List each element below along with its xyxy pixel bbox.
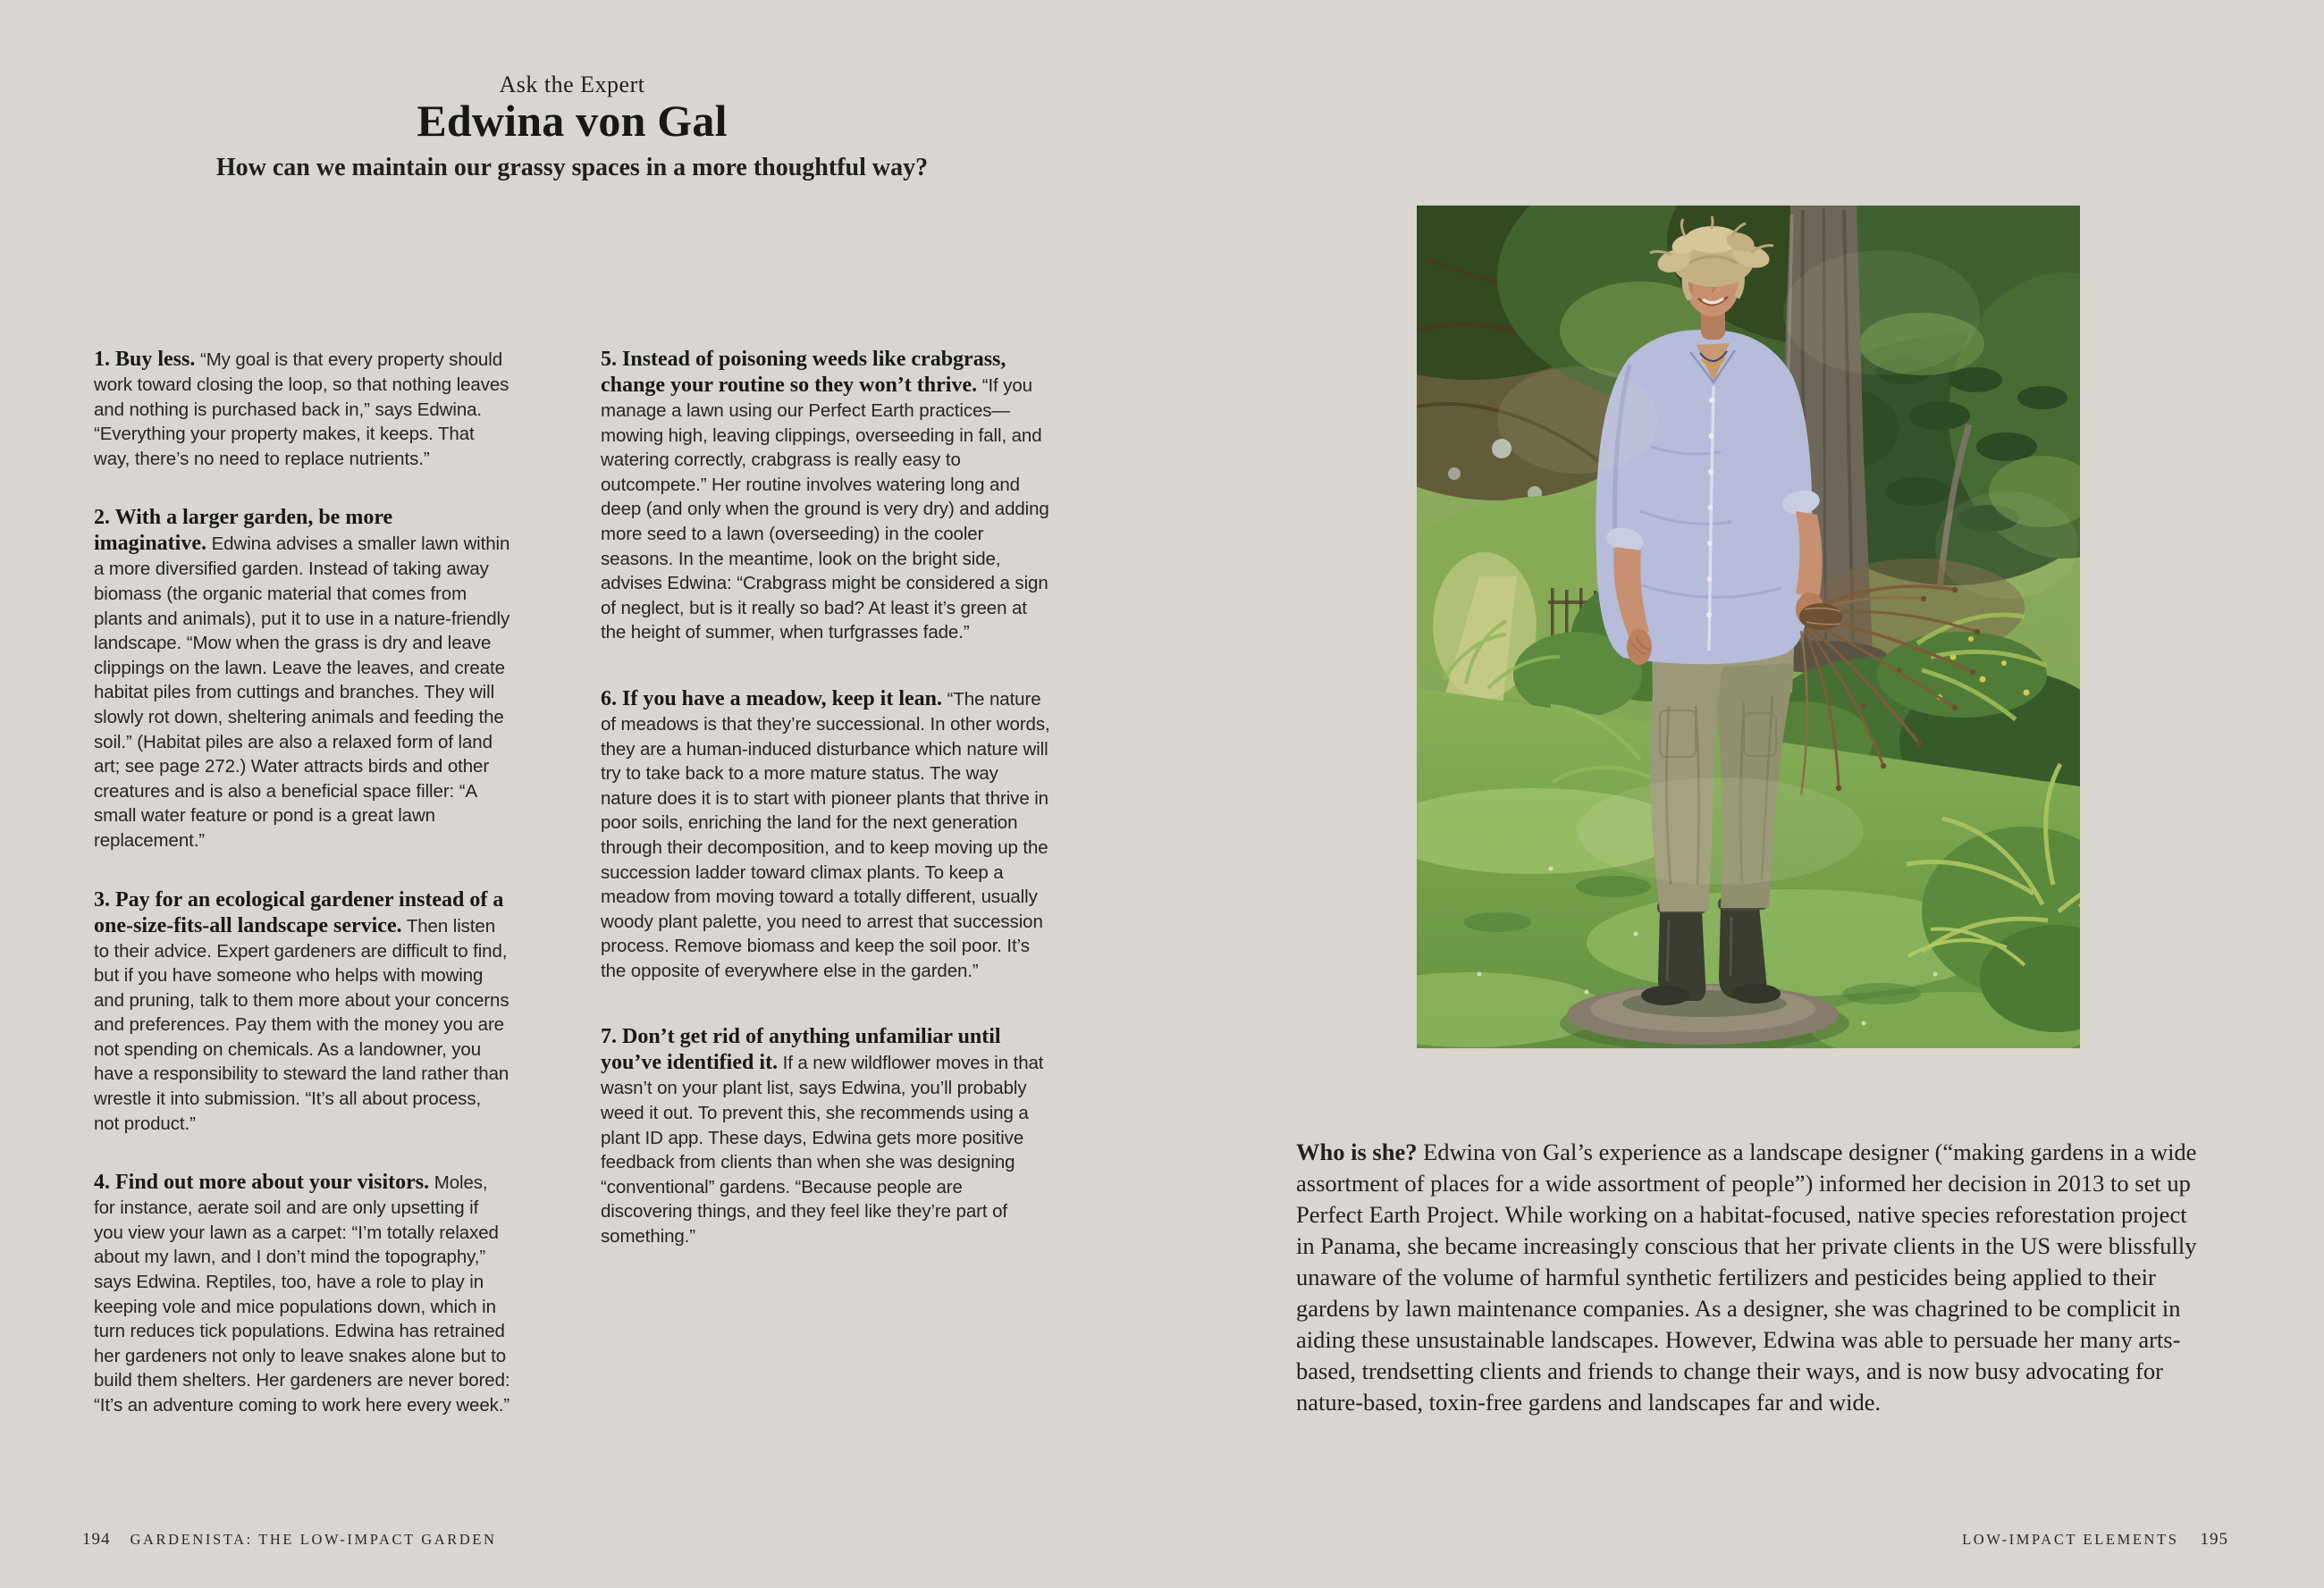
tip-body: Then listen to their advice. Expert gardeners are difficult to find, but if you have someone who helps with mowing and pruning, talk to them more about your concerns and preferences. Pay them with the money you are not spending on chemicals. As a landowner, you have a responsibility to steward the land rather than wrestle it into submission. “It’s all about process, not product.” [94, 915, 509, 1134]
tip-item-1 [94, 347, 510, 471]
tip-lead: 1. Buy less. [94, 348, 196, 371]
tip-item-6 [601, 686, 1052, 984]
tip-lead: 4. Find out more about your visitors. [94, 1171, 430, 1195]
running-head-left: GARDENISTA: THE LOW-IMPACT GARDEN [130, 1531, 497, 1548]
running-head-right: LOW-IMPACT ELEMENTS [1962, 1531, 2179, 1548]
who-is-she-paragraph [1296, 1137, 2204, 1418]
tip-body: “The nature of meadows is that they’re successional. In other words, they are a human-induced disturbance which nature will try to take back to a more mature status. The way nature does it is to start with pioneer plants that thrive in poor soils, enriching the land for the next generation through their decomposition, and to keep moving up the succession ladder toward climax plants. To keep a meadow from moving toward a totally different, usually woody plant palette, you need to arrest that succession process. Remove biomass and keep the soil poor. It’s the opposite of everywhere else in the garden.” [601, 688, 1050, 981]
question-subtitle: How can we maintain our grassy spaces in a more thoughtful way? [215, 154, 929, 181]
footer-right [1962, 1530, 2228, 1550]
tip-body: If a new wildflower moves in that wasn’t on your plant list, says Edwina, you’ll probably weed it out. To prevent this, she recommends using a plant ID app. These days, Edwina gets more positive feedback from clients than when she was designing “conventional” gardens. “Because people are discovering things, and they feel like they’re part of something.” [601, 1053, 1044, 1248]
footer-left [82, 1530, 497, 1550]
tip-body: Edwina advises a smaller lawn within a more diversified garden. Instead of taking away biomass (the organic material that comes from plants and animals), put it to use in a nature-friendly landscape. “Mow when the grass is dry and leave clippings on the lawn. Leave the leaves, and create habitat piles from cuttings and branches. They will slowly rot down, sheltering animals and feeding the soil.” (Habitat piles are also a relaxed form of land art; see page 272.) Water attracts birds and other creatures and is also a beneficial space filler: “A small water feature or pond is a great lawn replacement.” [94, 534, 510, 851]
tips-column-left [94, 347, 510, 1452]
who-is-she-body: Edwina von Gal’s experience as a landscape designer (“making gardens in a wide assortment of places for a wide assortment of people”) informed her decision in 2013 to set up Perfect Earth Project. While working on a habitat-focused, native species reforestation project in Panama, she became increasingly conscious that her private clients in the US were blissfully unaware of the volume of harmful synthetic fertilizers and pesticides being applied to their gardens by lawn maintenance companies. As a designer, she was chagrined to be complicit in aiding these unsustainable landscapes. However, Edwina was able to persuade her many arts-based, trendsetting clients and friends to change their ways, and is now busy advocating for nature-based, toxin-free gardens and landscapes far and wide. [1296, 1138, 2197, 1416]
tip-lead: 6. If you have a meadow, keep it lean. [601, 686, 943, 710]
page-number-right: 195 [2200, 1530, 2228, 1549]
tip-item-2 [94, 505, 510, 853]
page-number-left: 194 [82, 1530, 111, 1549]
tip-item-3 [94, 887, 510, 1137]
tip-lead: 5. Instead of poisoning weeds like crabgrass, change your routine so they won’t thrive. [601, 348, 1006, 397]
tips-columns [94, 347, 1052, 1452]
tip-body: “My goal is that every property should work toward closing the loop, so that nothing leaves and nothing is purchased back in,” says Edwina. “Everything your property makes, it keeps. That way, there’s no need to replace nutrients.” [94, 349, 509, 469]
tip-item-4 [94, 1170, 510, 1417]
kicker: Ask the Expert [499, 71, 645, 97]
tip-lead: 2. With a larger garden, be more imaginative. [94, 506, 393, 556]
edwina-photo [1417, 206, 2080, 1048]
tip-item-7 [601, 1024, 1052, 1248]
garden-portrait-illustration [1417, 206, 2080, 1048]
tip-body: “If you manage a lawn using our Perfect Earth practices—mowing high, leaving clippings, overseeding in fall, and watering correctly, crabgrass is really easy to outcompete.” Her routine involves watering long and deep (and only when the ground is very dry) and adding more seed to a lawn (overseeding) in the cooler seasons. In the meantime, look on the bright side, advises Edwina: “Crabgrass might be considered a sign of neglect, but is it really so bad? At least it’s green at the height of summer, when turfgrasses fade.” [601, 375, 1049, 643]
who-is-she-label: Who is she? [1296, 1138, 1418, 1165]
tip-item-5 [601, 347, 1052, 645]
page-title: Edwina von Gal [417, 96, 728, 146]
tip-lead: 3. Pay for an ecological gardener instead of a one-size-fits-all landscape service. [94, 887, 504, 937]
tip-body: Moles, for instance, aerate soil and are only upsetting if you view your lawn as a carpet: “I’m totally relaxed about my lawn, and I don’t mind the topography,” says Edwina. Reptiles, too, have a role to play in keeping vole and mice populations down, which in turn reduces tick populations. Edwina has retrained her gardeners not only to leave snakes alone but to build them shelters. Her gardeners are never bored: “It’s an adventure coming to work here every week.” [94, 1172, 510, 1416]
tips-column-right [601, 347, 1052, 1452]
tip-lead: 7. Don’t get rid of anything unfamiliar until you’ve identified it. [601, 1025, 1001, 1075]
